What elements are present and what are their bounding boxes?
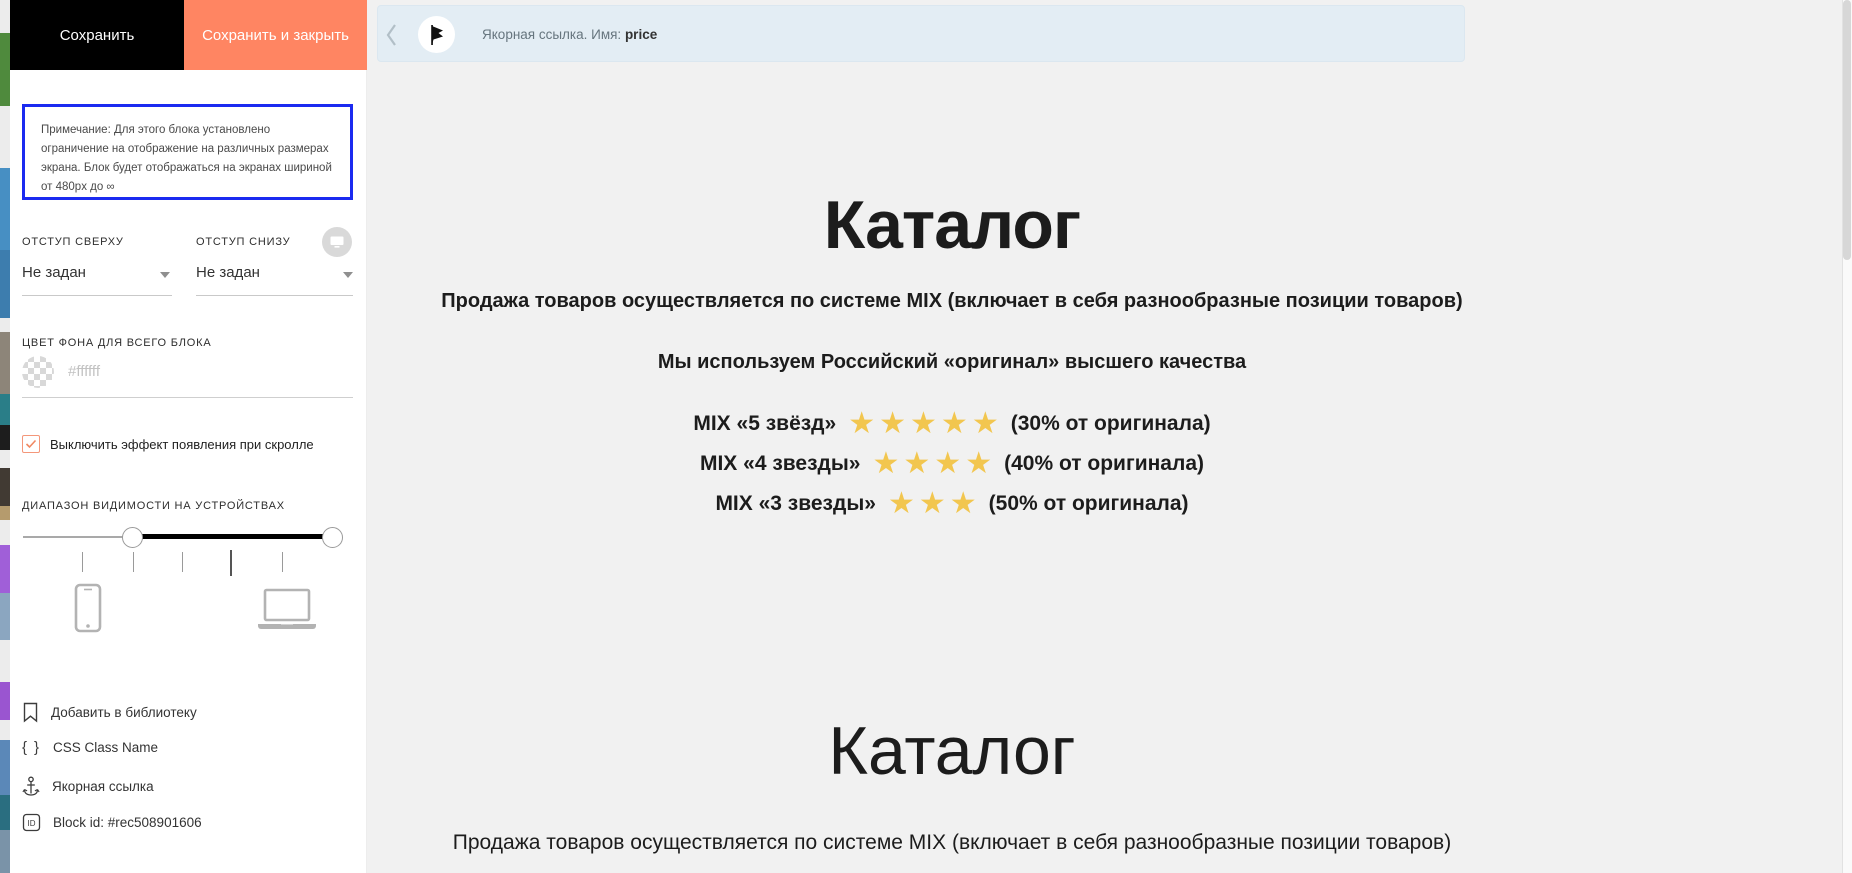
page-block-thumbnail[interactable] (0, 795, 10, 830)
three-stars-icon (886, 486, 979, 521)
star-icon: ★ (910, 406, 937, 441)
slider-tick-4 (230, 550, 232, 576)
chevron-down-icon (160, 272, 170, 278)
slider-tick-2 (133, 552, 134, 572)
page-block-thumbnail[interactable] (0, 468, 10, 506)
disable-scroll-effect-checkbox[interactable] (22, 435, 40, 453)
save-and-close-button[interactable]: Сохранить и закрыть (184, 0, 367, 70)
bookmark-icon (22, 702, 39, 723)
mix-3-percent: (50% от оригинала) (988, 492, 1189, 515)
mix-5-percent: (30% от оригинала) (1010, 412, 1211, 435)
star-icon: ★ (848, 406, 876, 441)
add-to-library-link[interactable] (22, 702, 197, 723)
page-block-thumbnail[interactable] (0, 740, 10, 795)
star-icon: ★ (918, 486, 946, 521)
page-scrollbar[interactable] (1842, 0, 1852, 873)
slider-tick-5 (282, 552, 283, 572)
star-icon: ★ (887, 486, 915, 521)
star-icon: ★ (903, 446, 931, 481)
visibility-range-label: ДИАПАЗОН ВИДИМОСТИ НА УСТРОЙСТВАХ (22, 500, 285, 512)
css-class-name-label: CSS Class Name (53, 740, 159, 755)
padding-top-label: ОТСТУП СВЕРХУ (22, 236, 124, 248)
anchor-icon (22, 776, 40, 797)
scrollbar-thumb[interactable] (1843, 0, 1851, 260)
catalog-title-1: Каталог (823, 187, 1081, 263)
four-stars-icon (870, 446, 994, 481)
anchor-link-label: Якорная ссылка (52, 779, 154, 794)
anchor-bar-text: Якорная ссылка. Имя: price (482, 27, 658, 42)
mix-4-percent: (40% от оригинала) (1004, 452, 1204, 475)
check-icon (25, 439, 37, 449)
catalog-subtitle-1: Продажа товаров осуществляется по системе MIX (включает в себя разнообразные позиции товаров) (441, 290, 1463, 312)
mix-4-stars-row (377, 446, 1527, 481)
block-id-item[interactable] (22, 813, 202, 832)
svg-text:ID: ID (27, 819, 36, 828)
page-preview-area (368, 0, 1842, 873)
page-block-thumbnail[interactable] (0, 33, 10, 106)
star-icon: ★ (965, 446, 993, 481)
mix-5-stars-row (377, 406, 1527, 441)
bg-color-input[interactable] (68, 363, 168, 380)
page-block-thumbnail[interactable] (0, 168, 10, 250)
catalog-title-2: Каталог (828, 713, 1076, 789)
star-icon: ★ (879, 406, 907, 441)
bg-color-swatch[interactable] (22, 356, 54, 388)
anchor-name: price (624, 27, 658, 42)
slider-tick-3 (182, 552, 183, 572)
page-block-thumbnail[interactable] (0, 332, 10, 394)
block-id-label: Block id: #rec508901606 (53, 815, 202, 830)
quality-line: Мы используем Российский «оригинал» высшего качества (657, 351, 1247, 373)
anchor-link-banner (377, 5, 1465, 62)
monitor-icon (329, 235, 345, 249)
star-icon: ★ (934, 446, 962, 481)
block-settings-panel (10, 0, 367, 873)
star-icon: ★ (940, 406, 968, 441)
page-block-thumbnail[interactable] (0, 720, 10, 740)
star-icon: ★ (949, 486, 977, 521)
five-stars-icon (846, 406, 1001, 441)
flag-icon (428, 24, 446, 46)
mix-3-stars-row (377, 486, 1527, 521)
slider-tick-1 (82, 552, 83, 572)
page-block-thumbnail[interactable] (0, 506, 10, 520)
disable-scroll-effect-row[interactable] (22, 435, 314, 453)
laptop-icon (256, 588, 318, 630)
mix-4-label: MIX «4 звезды» (699, 452, 861, 475)
save-button[interactable]: Сохранить (10, 0, 184, 70)
page-block-thumbnail[interactable] (0, 593, 10, 640)
page-block-thumbnail[interactable] (0, 318, 10, 332)
page-block-thumbnail[interactable] (0, 830, 10, 873)
css-class-name-link[interactable] (22, 739, 158, 756)
padding-bottom-value: Не задан (196, 264, 260, 281)
disable-scroll-effect-label: Выключить эффект появления при скролле (50, 436, 314, 452)
page-block-thumbnail[interactable] (0, 250, 10, 318)
catalog-subtitle-2: Продажа товаров осуществляется по системе MIX (включает в себя разнообразные позиции товаров) (452, 831, 1452, 854)
slider-track-inactive[interactable] (23, 536, 132, 538)
per-device-settings-button[interactable] (322, 227, 352, 257)
star-icon: ★ (872, 446, 900, 481)
padding-top-select[interactable] (22, 262, 172, 296)
collapse-chevron-icon[interactable] (384, 22, 398, 48)
page-blocks-thumbnail-strip[interactable] (0, 0, 10, 873)
bg-color-underline (22, 397, 353, 398)
mix-5-label: MIX «5 звёзд» (693, 412, 837, 435)
page-block-thumbnail[interactable] (0, 425, 10, 450)
slider-handle-min[interactable] (122, 527, 143, 548)
mix-3-label: MIX «3 звезды» (715, 492, 876, 515)
page-block-thumbnail[interactable] (0, 520, 10, 545)
braces-icon: { } (22, 739, 42, 756)
phone-icon (74, 583, 102, 633)
page-block-thumbnail[interactable] (0, 682, 10, 720)
page-block-thumbnail[interactable] (0, 545, 10, 593)
star-icon: ★ (971, 406, 999, 441)
padding-top-value: Не задан (22, 264, 86, 281)
padding-bottom-label: ОТСТУП СНИЗУ (196, 236, 291, 248)
page-block-thumbnail[interactable] (0, 394, 10, 425)
page-block-thumbnail[interactable] (0, 640, 10, 682)
page-block-thumbnail[interactable] (0, 450, 10, 468)
slider-track-active[interactable] (132, 534, 332, 539)
page-block-thumbnail[interactable] (0, 0, 10, 33)
add-to-library-label: Добавить в библиотеку (51, 705, 197, 720)
page-block-thumbnail[interactable] (0, 106, 10, 168)
chevron-down-icon (343, 272, 353, 278)
id-icon (22, 813, 41, 832)
anchor-flag-badge (418, 16, 455, 53)
screen-restriction-note: Примечание: Для этого блока установлено ограничение на отображение на различных размерах экрана. Блок будет отображаться на экранах шириной от 480px до ∞ (22, 104, 353, 200)
slider-handle-max[interactable] (322, 527, 343, 548)
anchor-link[interactable] (22, 776, 154, 797)
save-buttons-row (10, 0, 367, 70)
bg-color-label: ЦВЕТ ФОНА ДЛЯ ВСЕГО БЛОКА (22, 337, 212, 349)
padding-bottom-select[interactable] (196, 262, 353, 296)
